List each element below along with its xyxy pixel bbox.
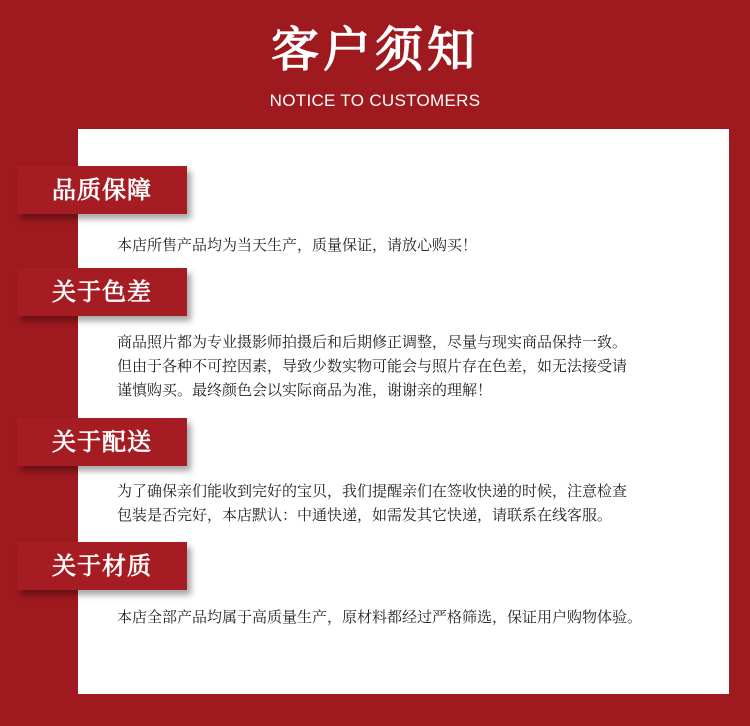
section-line: 本店全部产品均属于高质量生产，原材料都经过严格筛选，保证用户购物体验。 — [117, 608, 643, 626]
header — [0, 0, 750, 128]
section-body-material — [117, 605, 717, 629]
section-body-color-difference — [117, 330, 717, 402]
page-title: 客户须知 — [270, 22, 479, 78]
section-heading-delivery: 关于配送 — [17, 418, 187, 466]
section-heading-quality: 品质保障 — [17, 166, 187, 214]
section-heading-material: 关于材质 — [17, 542, 187, 590]
section-heading-color-difference: 关于色差 — [17, 268, 187, 316]
section-line: 为了确保亲们能收到完好的宝贝，我们提醒亲们在签收快递的时候，注意检查 — [117, 482, 628, 500]
section-line: 但由于各种不可控因素，导致少数实物可能会与照片存在色差，如无法接受请 — [117, 357, 628, 375]
section-line: 谨慎购买。最终颜色会以实际商品为准，谢谢亲的理解！ — [117, 381, 493, 399]
section-line: 包装是否完好，本店默认：中通快递，如需发其它快递，请联系在线客服。 — [117, 506, 613, 524]
section-line: 商品照片都为专业摄影师拍摄后和后期修正调整，尽量与现实商品保持一致。 — [117, 333, 628, 351]
section-body-quality — [117, 233, 717, 257]
section-body-delivery — [117, 479, 717, 527]
page-subtitle: NOTICE TO CUSTOMERS — [269, 91, 481, 110]
section-line: 本店所售产品均为当天生产，质量保证，请放心购买！ — [117, 236, 478, 254]
